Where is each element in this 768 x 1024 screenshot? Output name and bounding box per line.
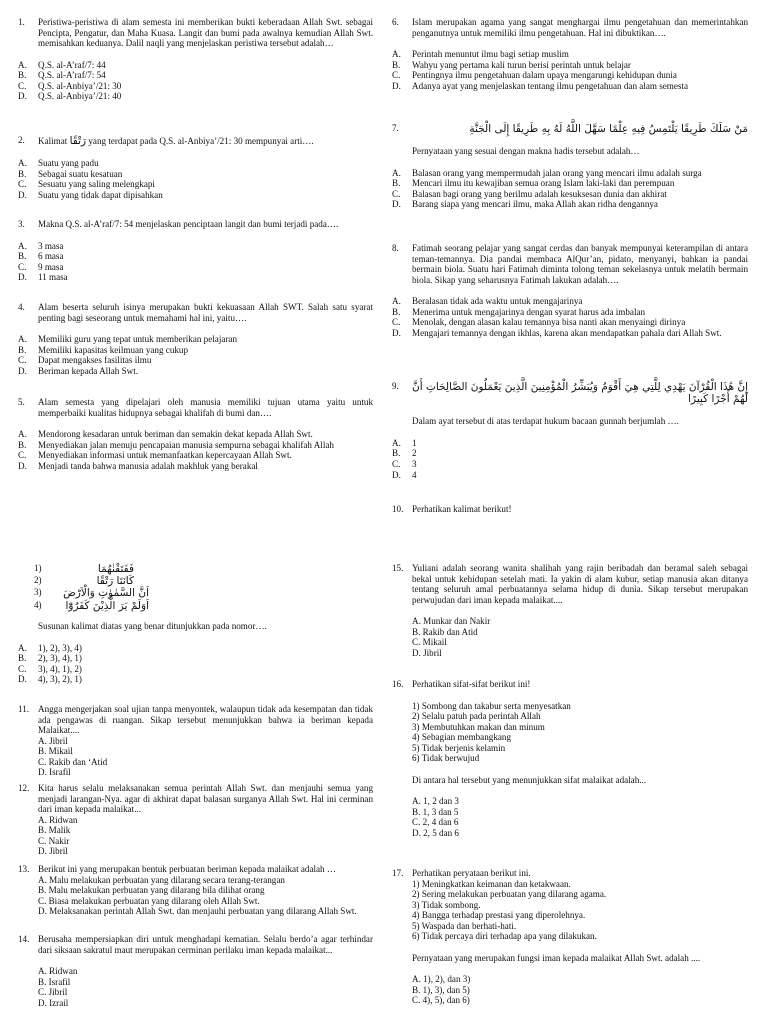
option-letter: A. bbox=[18, 642, 27, 653]
option-b[interactable]: B. Mikail bbox=[38, 746, 73, 757]
option-letter: D. bbox=[392, 469, 401, 480]
option-text: Menolak, dengan alasan kalau temannya bisa nanti akan menyaingi dirinya bbox=[412, 317, 686, 328]
option-c[interactable]: C. Nakir bbox=[38, 835, 70, 846]
option-a[interactable]: A. Jibril bbox=[38, 735, 68, 746]
top-right-column bbox=[392, 17, 748, 517]
option-d[interactable] bbox=[392, 199, 748, 210]
option-letter: D. bbox=[392, 327, 401, 338]
option-d[interactable]: D. 2, 5 dan 6 bbox=[412, 828, 459, 839]
option-letter: C. bbox=[18, 663, 27, 674]
option-text: 3 masa bbox=[38, 240, 64, 251]
option-letter: D. bbox=[18, 460, 27, 471]
statement-item: 1) Meningkatkan keimanan dan ketakwaan. bbox=[412, 878, 571, 889]
option-text: 3 bbox=[412, 458, 417, 469]
option-d[interactable]: D. Israfil bbox=[38, 767, 71, 778]
option-a[interactable]: A. Ridwan bbox=[38, 814, 78, 825]
question-15 bbox=[392, 563, 748, 658]
option-letter: B. bbox=[18, 251, 27, 262]
option-text: 2), 3), 4), 1) bbox=[38, 653, 82, 664]
options bbox=[392, 168, 748, 210]
question-number: 9. bbox=[392, 381, 399, 391]
option-letter: C. bbox=[392, 317, 401, 328]
option-letter: C. bbox=[18, 450, 27, 461]
option-letter: C. bbox=[18, 179, 27, 190]
option-b[interactable] bbox=[18, 345, 373, 356]
question-10 bbox=[392, 504, 748, 515]
option-letter: C. bbox=[392, 70, 401, 81]
option-c[interactable] bbox=[392, 317, 748, 328]
arabic-list-item bbox=[18, 587, 373, 599]
option-letter: A. bbox=[392, 167, 401, 178]
question-text: Angga mengerjakan soal ujian tanpa menyontek, walaupun tidak ada kesempatan dan tidak ada pengawas di ruangan. Sikap tersebut menunjukkan bahwa ia beriman kepada Malaikat.... bbox=[38, 704, 373, 736]
option-letter: D. bbox=[392, 199, 401, 210]
option-c[interactable]: C. Biasa melakukan perbuatan yang dilarang oleh Allah Swt. bbox=[38, 895, 260, 906]
arabic-phrase: كَانَتَا رَتْقًا bbox=[96, 575, 134, 588]
option-d[interactable]: D. Jibril bbox=[412, 647, 442, 658]
statement-item: 6) Tidak berwujud bbox=[412, 753, 480, 764]
option-text: Balasan bagi orang yang berilmu adalah kesuksesan dunia dan akhirat bbox=[412, 188, 667, 199]
option-a[interactable] bbox=[392, 49, 748, 60]
question-number: 14. bbox=[18, 934, 30, 944]
option-c[interactable] bbox=[392, 459, 748, 470]
statement-item: 2) Sering melakukan perbuatan yang dilarang agama. bbox=[412, 889, 607, 900]
question-number: 10. bbox=[392, 504, 404, 514]
question-number: 8. bbox=[392, 243, 399, 253]
option-text: 2 bbox=[412, 448, 417, 459]
question-number: 17. bbox=[392, 868, 404, 878]
options bbox=[392, 796, 748, 838]
option-text: Dapat mengakses fasilitas ilmu bbox=[38, 355, 152, 366]
question-13 bbox=[18, 864, 373, 917]
statement-item: 5) Tidak berjenis kelamin bbox=[412, 742, 506, 753]
option-text: 3), 4), 1), 2) bbox=[38, 663, 82, 674]
option-b[interactable]: B. Israfil bbox=[38, 976, 71, 987]
option-text: Sebagai suatu kesatuan bbox=[38, 168, 123, 179]
option-letter: D. bbox=[18, 365, 27, 376]
statement-item: 4) Bangga terhadap prestasi yang diperolehnya. bbox=[412, 910, 586, 921]
option-letter: C. bbox=[18, 261, 27, 272]
option-d[interactable]: D. Jibril bbox=[38, 846, 68, 857]
question-text: Dalam ayat tersebut di atas terdapat hukum bacaan gunnah berjumlah …. bbox=[412, 416, 679, 427]
bottom-left-column bbox=[18, 563, 373, 1024]
item-number: 3) bbox=[34, 587, 42, 598]
question-number: 16. bbox=[392, 679, 404, 689]
option-text: Adanya ayat yang menjelaskan tentang ilmu pengetahuan dan alam semesta bbox=[412, 80, 688, 91]
question-number: 6. bbox=[392, 17, 399, 27]
option-c[interactable] bbox=[18, 664, 373, 675]
option-text: Beralasan tidak ada waktu untuk mengajarinya bbox=[412, 296, 583, 307]
option-b[interactable] bbox=[392, 448, 748, 459]
option-text: Mendorong kesadaran untuk beriman dan semakin dekat kepada Allah Swt. bbox=[38, 429, 313, 440]
question-4 bbox=[18, 302, 373, 376]
option-text: Menerima untuk mengajarinya dengan syarat harus ada imbalan bbox=[412, 306, 646, 317]
option-d[interactable]: D. Izrail bbox=[38, 997, 69, 1008]
option-text: 4), 3), 2), 1) bbox=[38, 674, 82, 685]
options bbox=[18, 643, 373, 685]
question-text: Perhatikan kalimat berikut! bbox=[412, 504, 512, 514]
question-number: 5. bbox=[18, 397, 25, 407]
list-question bbox=[18, 621, 373, 685]
question-text: Alam beserta seluruh isinya merupakan bukti kekuasaan Allah SWT. Salah satu syarat penting bagi seseorang untuk memahami hal ini, yaitu…. bbox=[38, 302, 373, 323]
option-letter: B. bbox=[392, 178, 401, 189]
option-letter: B. bbox=[18, 70, 27, 81]
question-text-before: Kalimat bbox=[38, 136, 68, 146]
option-text: Suatu yang padu bbox=[38, 158, 99, 169]
question-number: 13. bbox=[18, 864, 30, 874]
option-d[interactable] bbox=[18, 366, 373, 377]
options bbox=[18, 158, 373, 200]
option-a[interactable] bbox=[392, 168, 748, 179]
option-text: Sesuatu yang saling melengkapi bbox=[38, 179, 155, 190]
option-a[interactable] bbox=[18, 334, 373, 345]
option-letter: A. bbox=[18, 240, 27, 251]
question-6 bbox=[392, 17, 748, 91]
option-d[interactable] bbox=[392, 470, 748, 481]
statement-list bbox=[392, 879, 748, 942]
option-c[interactable] bbox=[392, 70, 748, 81]
ayat-arabic: إِنَّ هَٰذَا الْقُرْآنَ يَهْدِي لِلَّتِي هِيَ أَقْوَمُ وَيُبَشِّرُ الْمُؤْمِنِينَ الَّذِينَ يَعْمَلُونَ الصَّالِحَاتِ أَنَّ لَهُمْ أَجْرًا كَبِيرًا bbox=[412, 381, 748, 406]
question-text: Perhatikan peryataan berikut ini. bbox=[412, 868, 531, 878]
option-d[interactable] bbox=[18, 272, 373, 283]
arabic-phrase: اَنَّ السَّمٰوٰتِ وَالْاَرْضَ bbox=[63, 587, 149, 600]
question-text: Kita harus selalu melaksanakan semua perintah Allah Swt. dan menjauhi semua yang menjadi larangan-Nya. agar di akhirat dapat balasan surganya Allah Swt. Hal ini cerminan dari iman kepada malaikat... bbox=[38, 783, 373, 815]
question-text: Fatimah seorang pelajar yang sangat cerdas dan banyak mempunyai keterampilan di antara teman-temannya. Dia pandai membaca AlQur’an, pidato, menyanyi, bahkan ia pandai bermain biola. Suatu hari Fatimah diminta tolong teman sekelasnya untuk melatih bermain biola. Sikap yang seharusnya Fatimah lakukan adalah…. bbox=[412, 243, 748, 285]
question-number: 1. bbox=[18, 17, 25, 27]
question-16 bbox=[392, 679, 748, 839]
option-b[interactable] bbox=[18, 70, 373, 81]
option-c[interactable] bbox=[18, 450, 373, 461]
option-b[interactable] bbox=[392, 178, 748, 189]
options bbox=[18, 875, 373, 917]
option-text: 1), 2), 3), 4) bbox=[38, 642, 82, 653]
item-number: 4) bbox=[34, 599, 42, 610]
option-b[interactable]: B. Malu melakukan perbuatan yang dilarang bila dilihat orang bbox=[38, 885, 265, 896]
option-letter: C. bbox=[392, 188, 401, 199]
options bbox=[392, 974, 748, 1006]
question-prompt: Pernyataan yang merupakan fungsi iman kepada malaikat Allah Swt. adalah .... bbox=[412, 952, 701, 963]
option-a[interactable]: A. Munkar dan Nakir bbox=[412, 616, 491, 627]
options bbox=[18, 429, 373, 471]
option-c[interactable]: C. Jibril bbox=[38, 987, 68, 998]
option-text: 6 masa bbox=[38, 251, 64, 262]
options bbox=[18, 241, 373, 283]
option-b[interactable] bbox=[18, 169, 373, 180]
option-text: 4 bbox=[412, 469, 417, 480]
option-letter: D. bbox=[18, 674, 27, 685]
arabic-word-list bbox=[18, 563, 373, 612]
option-text: Suatu yang tidak dapat dipisahkan bbox=[38, 189, 163, 200]
option-letter: D. bbox=[18, 189, 27, 200]
option-text: Q.S. al-A’raf/7: 44 bbox=[38, 59, 106, 70]
option-d[interactable] bbox=[18, 190, 373, 201]
option-a[interactable]: A. Ridwan bbox=[38, 966, 78, 977]
question-14 bbox=[18, 934, 373, 1008]
option-c[interactable]: C. Rakib dan ‘Atid bbox=[38, 756, 108, 767]
option-letter: C. bbox=[18, 355, 27, 366]
option-text: Mengajari temannya dengan ikhlas, karena akan mendapatkan pahala dari Allah Swt. bbox=[412, 327, 722, 338]
question-3 bbox=[18, 219, 373, 283]
bottom-right-column bbox=[392, 563, 748, 1024]
question-text: Pernyataan yang sesuai dengan makna hadis tersebut adalah… bbox=[412, 146, 640, 157]
option-a[interactable] bbox=[18, 241, 373, 252]
option-b[interactable] bbox=[392, 307, 748, 318]
options bbox=[18, 966, 373, 1008]
option-letter: A. bbox=[18, 59, 27, 70]
options bbox=[392, 616, 748, 658]
statement-item: 6) Tidak percaya diri terhadap apa yang dilakukan. bbox=[412, 931, 597, 942]
question-17 bbox=[392, 868, 748, 1006]
option-letter: C. bbox=[18, 80, 27, 91]
question-text: Islam merupakan agama yang sangat menghargai ilmu pengetahuan dan memerintahkan penganutnya untuk memiliki ilmu pengetahuan. Hal ini dibuktikan…. bbox=[412, 17, 748, 38]
option-letter: C. bbox=[392, 458, 401, 469]
option-letter: A. bbox=[392, 49, 401, 60]
question-12 bbox=[18, 783, 373, 857]
option-c[interactable] bbox=[18, 179, 373, 190]
question-number: 11. bbox=[18, 704, 30, 714]
option-c[interactable] bbox=[18, 81, 373, 92]
option-c[interactable] bbox=[392, 189, 748, 200]
option-a[interactable] bbox=[18, 60, 373, 71]
option-text: Q.S. al-Anbiya’/21: 40 bbox=[38, 91, 122, 102]
option-letter: A. bbox=[392, 437, 401, 448]
question-prompt: Di antara hal tersebut yang menunjukkan sifat malaikat adalah... bbox=[412, 774, 647, 785]
question-text: Berikut ini yang merupakan bentuk perbuatan beriman kepada malaikat adalah … bbox=[38, 864, 336, 874]
item-number: 2) bbox=[34, 575, 42, 586]
top-left-column bbox=[18, 17, 373, 497]
question-11 bbox=[18, 704, 373, 778]
statement-item: 4) Sebagian membangkang bbox=[412, 732, 511, 743]
option-letter: A. bbox=[18, 158, 27, 169]
question-text: Perhatikan sifat-sifat berikut ini! bbox=[412, 679, 531, 689]
statement-item: 2) Selalu patuh pada perintah Allah bbox=[412, 711, 541, 722]
option-a[interactable] bbox=[392, 296, 748, 307]
question-number: 7. bbox=[392, 123, 399, 133]
arabic-phrase: اَوَلَمْ يَرَ الَّذِيْنَ كَفَرُوْٓا bbox=[65, 599, 149, 612]
option-d[interactable] bbox=[392, 81, 748, 92]
question-text: Susunan kalimat diatas yang benar ditunjukkan pada nomor…. bbox=[38, 621, 267, 631]
options bbox=[392, 438, 748, 480]
question-text: Alam semesta yang dipelajari oleh manusia memiliki tujuan utama yaitu untuk memperbaiki kualitas hidupnya sebagai khalifah di bumi dan…. bbox=[38, 397, 373, 418]
option-b[interactable] bbox=[18, 251, 373, 262]
option-c[interactable]: C. Mikail bbox=[412, 637, 447, 648]
options bbox=[392, 296, 748, 338]
option-text: Beriman kepada Allah Swt. bbox=[38, 365, 139, 376]
option-text: Pentingnya ilmu pengetahuan dalam upaya mengarungi kehidupan dunia bbox=[412, 70, 677, 81]
option-a[interactable] bbox=[18, 429, 373, 440]
question-number: 2. bbox=[18, 135, 25, 145]
option-a[interactable] bbox=[392, 438, 748, 449]
option-text: Memiliki guru yang tepat untuk memberikan pelajaran bbox=[38, 334, 237, 345]
option-letter: B. bbox=[18, 344, 27, 355]
option-text: Balasan orang yang mempermudah jalan orang yang mencari ilmu adalah surga bbox=[412, 167, 702, 178]
option-text: Mencari ilmu itu kewajiban semua orang Islam laki-laki dan perempuan bbox=[412, 178, 675, 189]
option-c[interactable] bbox=[18, 355, 373, 366]
statement-list bbox=[392, 701, 748, 764]
arabic-list-item bbox=[18, 563, 373, 575]
question-text: Makna Q.S. al-A’raf/7: 54 menjelaskan penciptaan langit dan bumi terjadi pada…. bbox=[38, 219, 339, 229]
question-number: 12. bbox=[18, 783, 30, 793]
question-text: Yuliani adalah seorang wanita shalihah yang rajin beribadah dan beramal saleh sebagai bekal untuk kehidupan setelah mati. Ia yakin di alam kubur, setiap manusia akan ditanya tentang seluruh amal perbuatannya selama hidup di dunia. Sikap tersebut merupakan perwujudan dari iman kepada malaikat.... bbox=[412, 563, 748, 605]
option-d[interactable] bbox=[392, 328, 748, 339]
option-letter: A. bbox=[18, 334, 27, 345]
option-text: Menyediakan jalan menuju pencapaian manusia sempurna sebagai khalifah Allah bbox=[38, 439, 334, 450]
option-d[interactable] bbox=[18, 91, 373, 102]
option-c[interactable]: C. 2, 4 dan 6 bbox=[412, 817, 459, 828]
options bbox=[18, 815, 373, 857]
option-text: Wahyu yang pertama kali turun berisi perintah untuk belajar bbox=[412, 59, 631, 70]
arabic-phrase: فَفَتَقْنٰهُمَا bbox=[97, 563, 134, 575]
question-9 bbox=[392, 381, 748, 480]
option-text: Menjadi tanda bahwa manusia adalah makhluk yang berakal bbox=[38, 460, 258, 471]
option-text: Perintah menuntut ilmu bagi setiap muslim bbox=[412, 49, 569, 60]
question-text: Peristiwa-peristiwa di alam semesta ini memberikan bukti keberadaan Allah Swt. sebagai Pencipta, Pengatur, dan Maha Kuasa. Langit dan bumi pada awalnya kemudian Allah Swt. memisahkan keduanya. Dalil naqli yang menjelaskan peristiwa tersebut adalah… bbox=[38, 17, 373, 49]
option-c[interactable]: C. 4), 5), dan 6) bbox=[412, 995, 470, 1006]
option-b[interactable]: B. 1, 3 dan 5 bbox=[412, 806, 459, 817]
option-b[interactable]: B. 1), 3), dan 5) bbox=[412, 984, 470, 995]
options bbox=[18, 334, 373, 376]
statement-item: 3) Tidak sombong. bbox=[412, 899, 481, 910]
option-c[interactable] bbox=[18, 262, 373, 273]
arabic-list-item bbox=[18, 600, 373, 612]
option-text: Barang siapa yang mencari ilmu, maka Allah akan ridha dengannya bbox=[412, 199, 658, 210]
option-b[interactable]: B. Rakib dan Atid bbox=[412, 626, 478, 637]
option-a[interactable]: A. 1), 2), dan 3) bbox=[412, 974, 471, 985]
option-b[interactable]: B. Malik bbox=[38, 825, 71, 836]
option-text: Q.S. al-Anbiya’/21: 30 bbox=[38, 80, 122, 91]
option-d[interactable]: D. Melaksanakan perintah Allah Swt. dan menjauhi perbuatan yang dilarang Allah Swt. bbox=[38, 906, 357, 917]
option-text: 9 masa bbox=[38, 261, 64, 272]
option-b[interactable] bbox=[18, 440, 373, 451]
question-number: 4. bbox=[18, 302, 25, 312]
option-text: 11 masa bbox=[38, 272, 68, 283]
option-letter: A. bbox=[392, 296, 401, 307]
question-number: 15. bbox=[392, 563, 404, 573]
option-a[interactable] bbox=[18, 643, 373, 654]
option-text: Memiliki kapasitas keilmuan yang cukup bbox=[38, 344, 189, 355]
question-text bbox=[38, 135, 373, 147]
arabic-word: رَتْقًا bbox=[69, 135, 87, 147]
options bbox=[18, 736, 373, 778]
option-text: Q.S. al-A’raf/7: 54 bbox=[38, 70, 106, 81]
option-b[interactable] bbox=[18, 653, 373, 664]
option-letter: D. bbox=[18, 91, 27, 102]
arabic-list-item bbox=[18, 575, 373, 587]
option-a[interactable]: A. Malu melakukan perbuatan yang dilarang secara terang-terangan bbox=[38, 874, 285, 885]
option-a[interactable]: A. 1, 2 dan 3 bbox=[412, 796, 459, 807]
option-letter: B. bbox=[392, 59, 401, 70]
hadith-arabic: مَنْ سَلَكَ طَرِيقًا يَلْتَمِسُ فِيهِ عِلْمًا سَهَّلَ اللَّهُ لَهُ بِهِ طَرِيقًا إِلَى الْجَنَّةِ bbox=[469, 123, 748, 135]
options bbox=[392, 49, 748, 91]
question-1 bbox=[18, 17, 373, 102]
option-letter: A. bbox=[18, 429, 27, 440]
option-b[interactable] bbox=[392, 60, 748, 71]
option-text: Menyediakan informasi untuk memanfaatkan kepercayaan Allah Swt. bbox=[38, 450, 292, 461]
statement-item: 3) Membutuhkan makan dan minum bbox=[412, 721, 545, 732]
option-letter: B. bbox=[392, 448, 401, 459]
option-letter: B. bbox=[18, 439, 27, 450]
option-d[interactable] bbox=[18, 674, 373, 685]
option-text: 1 bbox=[412, 437, 417, 448]
option-letter: B. bbox=[18, 653, 27, 664]
options bbox=[18, 60, 373, 102]
option-letter: D. bbox=[18, 272, 27, 283]
statement-item: 5) Waspada dan berhati-hati. bbox=[412, 920, 517, 931]
question-5 bbox=[18, 397, 373, 471]
question-2 bbox=[18, 135, 373, 200]
question-8 bbox=[392, 243, 748, 338]
question-number: 3. bbox=[18, 219, 25, 229]
question-text: Berusaha mempersiapkan diri untuk menghadapi kematian. Selalu berdo’a agar terhindar dari siksaan sakratul maut merupakan cerminan perilaku iman kepada malaikat... bbox=[38, 934, 373, 955]
option-letter: B. bbox=[392, 306, 401, 317]
item-number: 1) bbox=[34, 563, 42, 573]
option-letter: D. bbox=[392, 80, 401, 91]
question-text-after: yang terdapat pada Q.S. al-Anbiya’/21: 30 mempunyai arti…. bbox=[88, 136, 314, 146]
statement-item: 1) Sombong dan takabur serta menyesatkan bbox=[412, 700, 571, 711]
option-letter: B. bbox=[18, 168, 27, 179]
question-7 bbox=[392, 123, 748, 210]
option-d[interactable] bbox=[18, 461, 373, 472]
option-a[interactable] bbox=[18, 158, 373, 169]
